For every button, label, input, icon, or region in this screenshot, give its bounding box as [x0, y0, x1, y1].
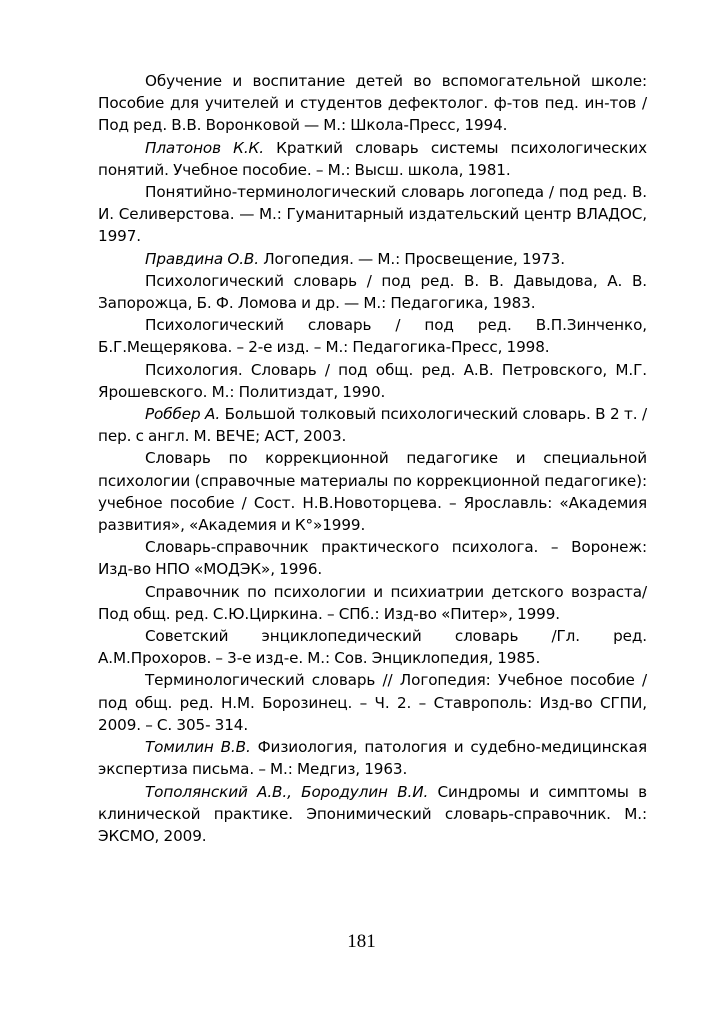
entry-text: Синдромы и симптомы в клинической практике. Эпонимический словарь-справочник. М.: ЭКСМО, 2009. [98, 782, 647, 845]
entry-text: Терминологический словарь // Логопедия: Учебное пособие / под общ. ред. Н.М. Борозинец. – Ч. 2. – Ставрополь: Изд-во СГПИ, 2009. – С. 305- 314. [98, 671, 647, 734]
bibliography-entry [98, 536, 647, 580]
entry-text: Словарь-справочник практического психолога. – Воронеж: Изд-во НПО «МОДЭК», 1996. [98, 538, 647, 579]
entry-author: Правдина О.В. [145, 249, 259, 268]
entry-author: Платонов К.К. [145, 138, 264, 157]
entry-text: Психология. Словарь / под общ. ред. А.В. Петровского, М.Г. Ярошевского. М.: Политиздат, 1990. [98, 360, 647, 401]
entry-text: Большой толковый психологический словарь. В 2 т. / пер. с англ. М. ВЕЧЕ; АСТ, 2003. [98, 405, 648, 446]
bibliography-entry [98, 736, 647, 780]
entry-text: Словарь по коррекционной педагогике и специальной психологии (справочные материалы по коррекционной педагогике): учебное пособие / Сост. Н.В.Новоторцева. – Ярославль: «Академия развития», «Академия и К°»1999. [98, 449, 647, 535]
entry-text: Краткий словарь системы психологических понятий. Учебное пособие. – М.: Высш. школа, 1981. [98, 138, 647, 179]
bibliography-entry [98, 270, 647, 314]
bibliography-entry [98, 314, 647, 358]
entry-text: Справочник по психологии и психиатрии детского возраста/ Под общ. ред. С.Ю.Циркина. – СПб.: Изд-во «Питер», 1999. [98, 582, 647, 623]
bibliography-entry [98, 403, 647, 447]
entry-text: Психологический словарь / под ред. В.П.Зинченко, Б.Г.Мещерякова. – 2-е изд. – М.: Педагогика-Пресс, 1998. [98, 316, 647, 357]
entry-text: Логопедия. — М.: Просвещение, 1973. [263, 249, 565, 268]
bibliography-entry [98, 359, 647, 403]
bibliography-entry [98, 581, 647, 625]
bibliography-entry [98, 181, 647, 248]
entry-text: Понятийно-терминологический словарь логопеда / под ред. В. И. Селиверстова. — М.: Гуманитарный издательский центр ВЛАДОС, 1997. [98, 183, 647, 246]
bibliography-entry [98, 625, 647, 669]
bibliography-entry [98, 781, 647, 848]
bibliography-entry [98, 137, 647, 181]
entry-author: Томилин В.В. [145, 738, 251, 757]
bibliography-entry [98, 669, 647, 736]
entry-text: Физиология, патология и судебно-медицинская экспертиза письма. – М.: Медгиз, 1963. [98, 738, 647, 779]
page-number: 181 [347, 931, 376, 952]
entry-author: Тополянский А.В., Бородулин В.И. [145, 782, 429, 801]
bibliography-entry [98, 70, 647, 137]
bibliography-list [98, 70, 647, 847]
bibliography-entry [98, 248, 647, 270]
entry-text: Обучение и воспитание детей во вспомогательной школе: Пособие для учителей и студентов дефектолог. ф-тов пед. ин-тов / Под ред. В.В. Воронковой — М.: Школа-Пресс, 1994. [98, 72, 647, 135]
entry-text: Психологический словарь / под ред. В. В. Давыдова, А. В. Запорожца, Б. Ф. Ломова и др. — М.: Педагогика, 1983. [98, 271, 647, 313]
entry-author: Роббер А. [145, 405, 221, 424]
entry-text: Советский энциклопедический словарь /Гл. ред. А.М.Прохоров. – 3-е изд-е. М.: Сов. Энциклопедия, 1985. [98, 627, 647, 668]
bibliography-entry [98, 447, 647, 536]
